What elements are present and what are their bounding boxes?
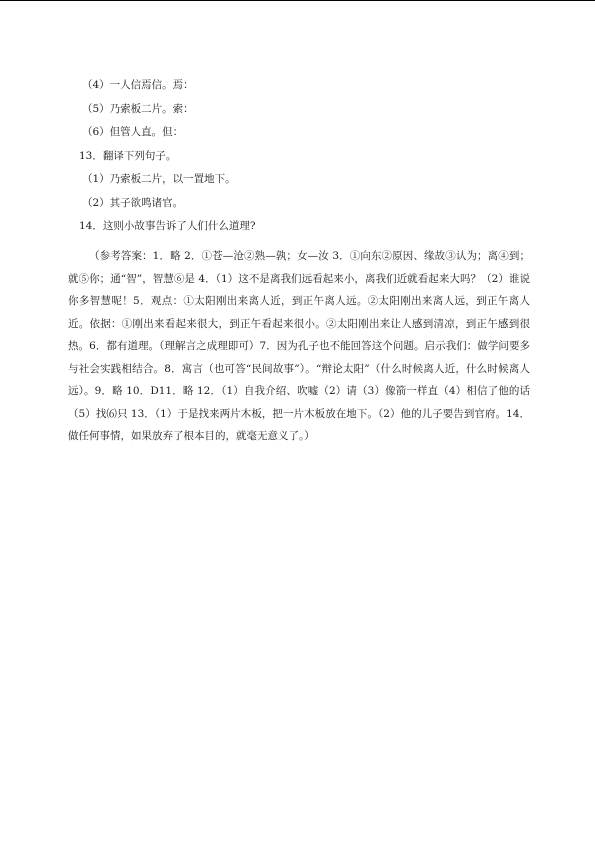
question-line: （5）乃索板二片。索： [82, 102, 194, 115]
page-top-rule [0, 0, 595, 1]
question-line: （1）乃索板二片，以一置地下。 [82, 173, 236, 185]
question-line: （4）一人信焉信。焉： [82, 79, 194, 91]
question-list [0, 74, 595, 239]
question-heading: 14．这则小故事告诉了人们什么道理? [79, 220, 256, 232]
question-line: （2）其子欲鸣诸官。 [82, 196, 184, 209]
question-heading: 13．翻译下列句子。 [79, 149, 177, 162]
question-line: （6）但管人直。但： [82, 126, 184, 138]
reference-answer: （参考答案：1．略 2．①苍—沧②熟—孰；女—汝 3．①向东②原因、缘故③认为；离④到；就⑤你；通“智”，智慧⑥是 4．（1）这不是离我们远看起来小，离我们近就看起来大吗？（2）谁说你多智慧呢！5．观点：①太阳刚出来离人近，到正午离人远。②太阳刚出来离人远，到正午离人近。依据：①刚出来看起来很大，到正午看起来很小。②太阳刚出来让人感到清凉，到正午感到很热。6．都有道理。（理解言之成理即可）7．因为孔子也不能回答这个问题。启示我们：做学问要多与社会实践相结合。8．寓言（也可答“民间故事”）。“辩论太阳”（什么时候离人近，什么时候离人远）。9．略 10．D11．略 12．（1）自我介绍、吹嘘（2）请（3）像箭一样直（4）相信了他的话（5）找⑹只 13．（1）于是找来两片木板，把一片木板放在地下。（2）他的儿子要告到官府。14．做任何事情，如果放弃了根本目的，就毫无意义了。） [68, 250, 530, 442]
